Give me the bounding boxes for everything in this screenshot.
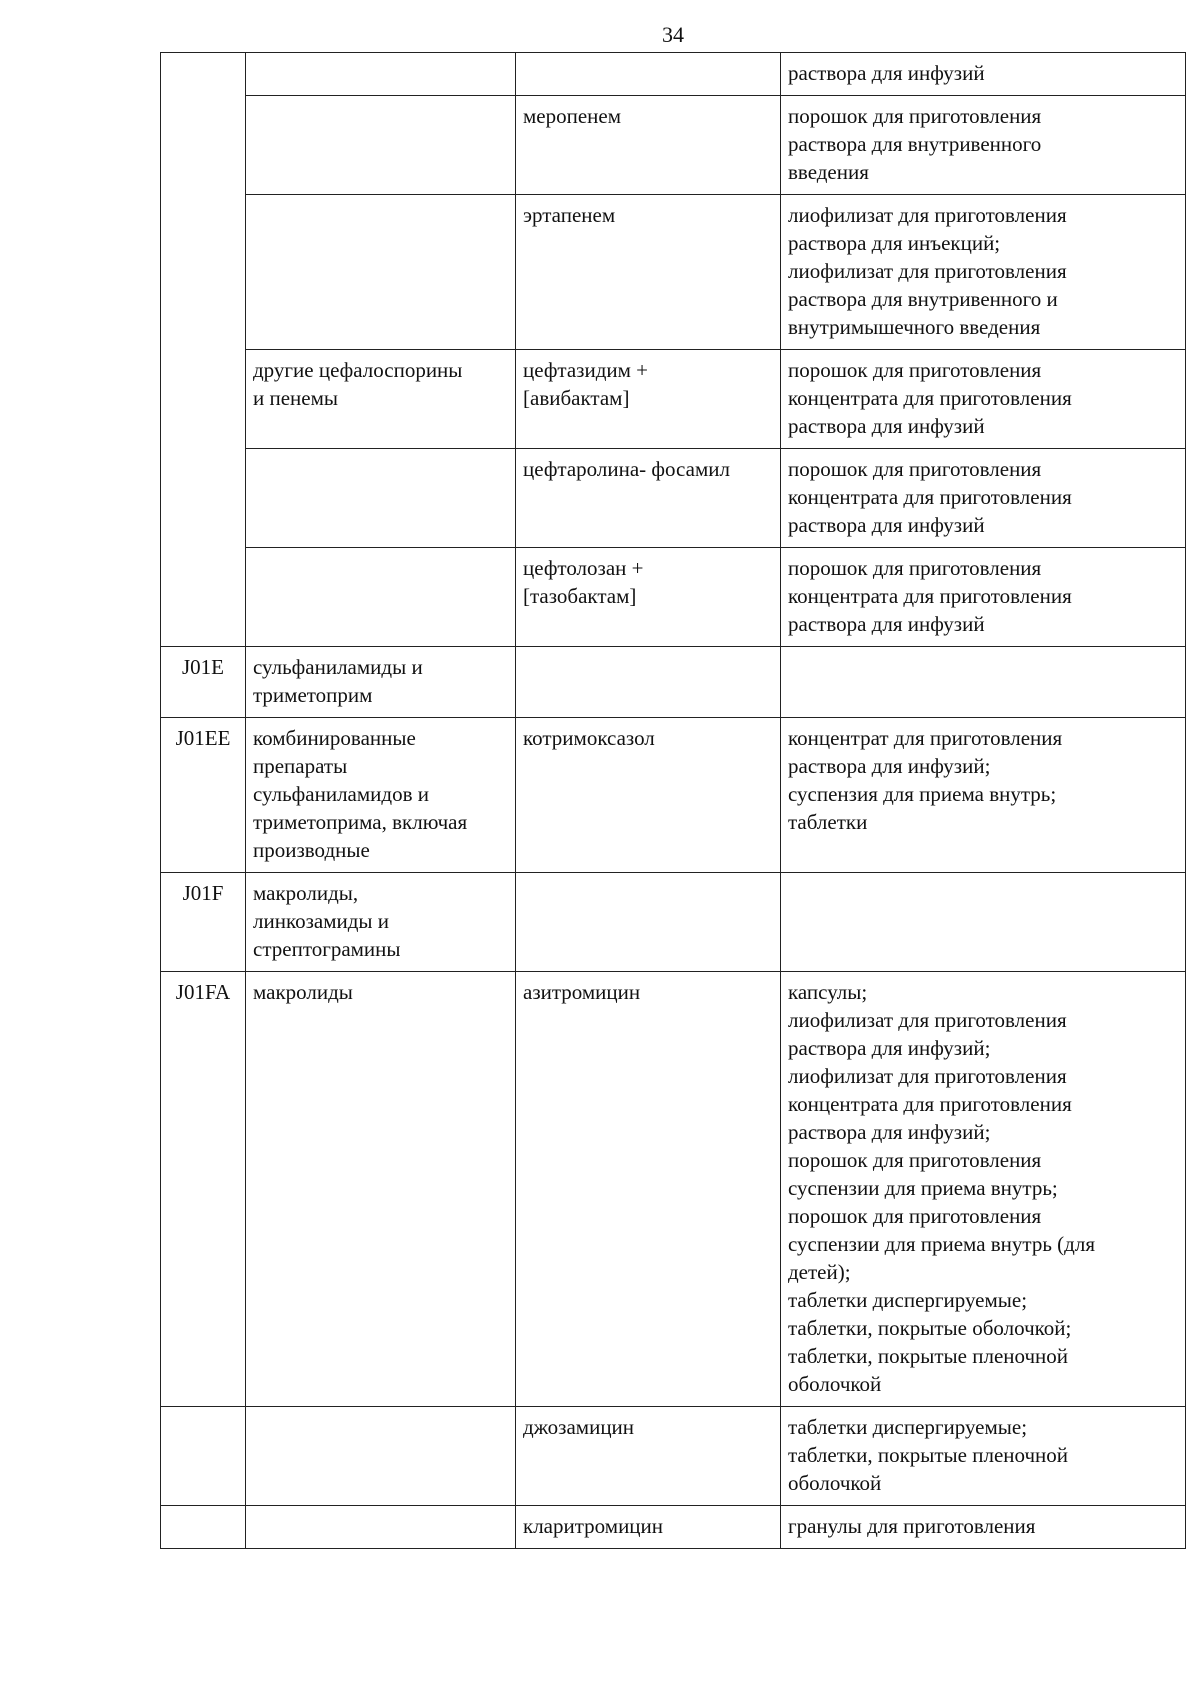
form-cell: капсулы; лиофилизат для приготовления раствора для инфузий; лиофилизат для приготовления концентрата для приготовления раствора для инфузий; порошок для приготовления суспензии для приема внутрь; порошок для приготовления суспензии для приема внутрь (для детей); таблетки диспергируемые; таблетки, покрытые оболочкой; таблетки, покрытые пленочной оболочкой	[781, 972, 1186, 1407]
table-row	[161, 449, 1186, 548]
table-row	[161, 647, 1186, 718]
table-row	[161, 195, 1186, 350]
group-cell	[246, 1407, 516, 1506]
atc-code-cell: J01F	[161, 873, 246, 972]
form-cell: порошок для приготовления концентрата для приготовления раствора для инфузий	[781, 350, 1186, 449]
form-cell	[781, 647, 1186, 718]
drug-cell: котримоксазол	[516, 718, 781, 873]
drug-cell	[516, 53, 781, 96]
group-cell: другие цефалоспорины и пенемы	[246, 350, 516, 449]
group-cell	[246, 548, 516, 647]
form-cell: раствора для инфузий	[781, 53, 1186, 96]
drug-cell: азитромицин	[516, 972, 781, 1407]
drug-cell: цефтаролина- фосамил	[516, 449, 781, 548]
group-cell	[246, 1506, 516, 1549]
atc-code-cell: J01E	[161, 647, 246, 718]
drug-cell	[516, 647, 781, 718]
atc-code-cell: J01EE	[161, 718, 246, 873]
drug-cell: кларитромицин	[516, 1506, 781, 1549]
drug-cell	[516, 873, 781, 972]
drug-cell: цефтазидим + [авибактам]	[516, 350, 781, 449]
form-cell: концентрат для приготовления раствора для инфузий; суспензия для приема внутрь; таблетки	[781, 718, 1186, 873]
form-cell: порошок для приготовления концентрата для приготовления раствора для инфузий	[781, 449, 1186, 548]
form-cell: гранулы для приготовления	[781, 1506, 1186, 1549]
drug-cell: цефтолозан + [тазобактам]	[516, 548, 781, 647]
table-row	[161, 718, 1186, 873]
form-cell	[781, 873, 1186, 972]
atc-code-cell: J01FA	[161, 972, 246, 1407]
table-row	[161, 972, 1186, 1407]
table-row	[161, 873, 1186, 972]
table-row	[161, 350, 1186, 449]
drug-cell: меропенем	[516, 96, 781, 195]
table-row	[161, 1506, 1186, 1549]
group-cell	[246, 195, 516, 350]
form-cell: порошок для приготовления раствора для внутривенного введения	[781, 96, 1186, 195]
page-number: 34	[662, 22, 684, 47]
group-cell: макролиды	[246, 972, 516, 1407]
table-row	[161, 53, 1186, 96]
drug-table	[160, 52, 1186, 1549]
group-cell	[246, 449, 516, 548]
group-cell: макролиды, линкозамиды и стрептограмины	[246, 873, 516, 972]
drug-cell: эртапенем	[516, 195, 781, 350]
table-row	[161, 1407, 1186, 1506]
form-cell: таблетки диспергируемые; таблетки, покрытые пленочной оболочкой	[781, 1407, 1186, 1506]
atc-code-cell	[161, 1407, 246, 1506]
form-cell: порошок для приготовления концентрата для приготовления раствора для инфузий	[781, 548, 1186, 647]
table-row	[161, 548, 1186, 647]
group-cell: комбинированные препараты сульфаниламидов и триметоприма, включая производные	[246, 718, 516, 873]
group-cell: сульфаниламиды и триметоприм	[246, 647, 516, 718]
table-row	[161, 96, 1186, 195]
atc-code-cell	[161, 53, 246, 647]
group-cell	[246, 53, 516, 96]
group-cell	[246, 96, 516, 195]
drug-cell: джозамицин	[516, 1407, 781, 1506]
atc-code-cell	[161, 1506, 246, 1549]
form-cell: лиофилизат для приготовления раствора для инъекций; лиофилизат для приготовления раствора для внутривенного и внутримышечного введения	[781, 195, 1186, 350]
